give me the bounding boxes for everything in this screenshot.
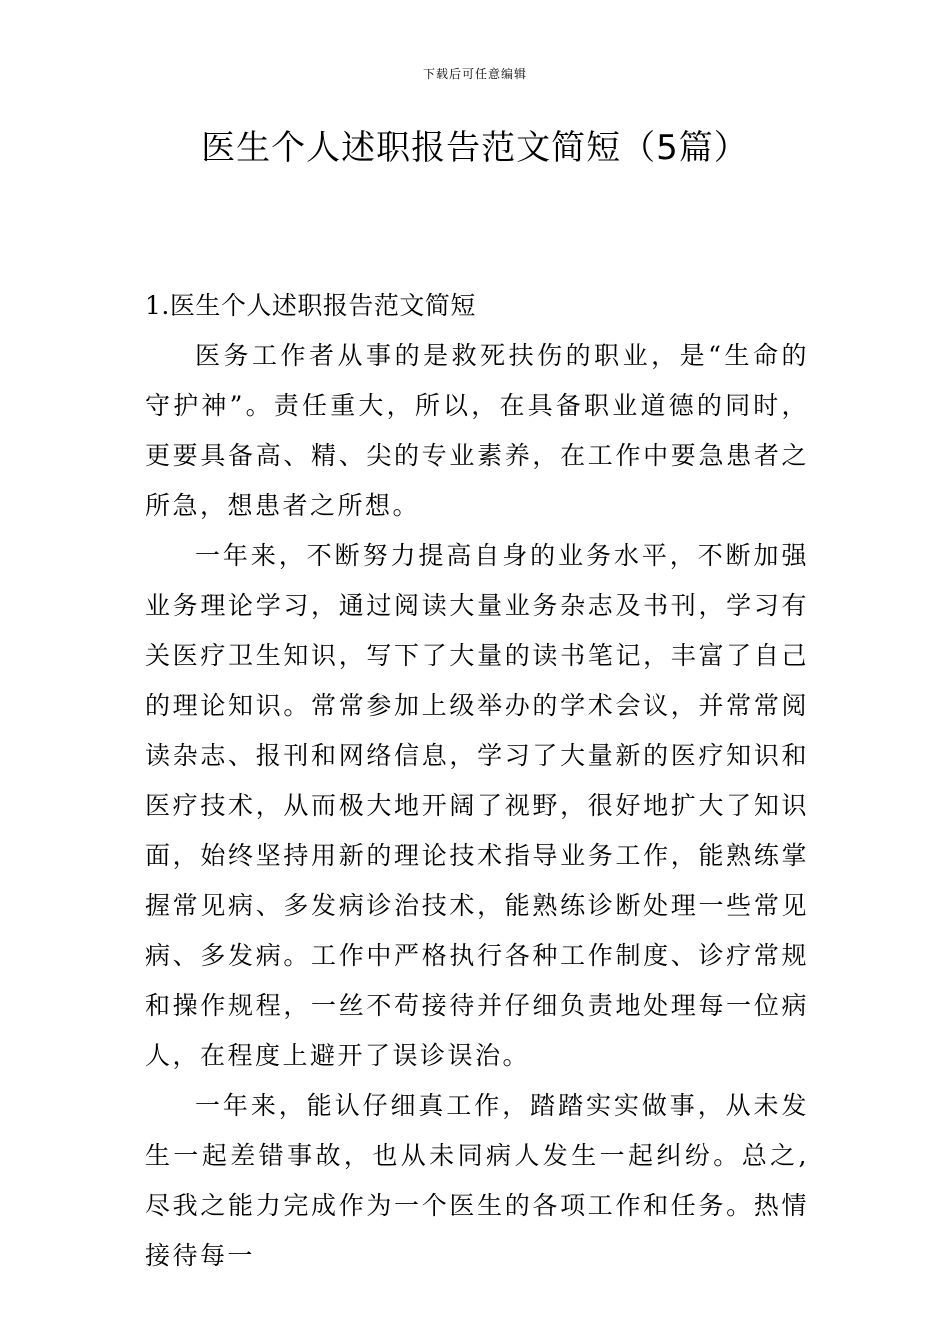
header-note: 下载后可任意编辑: [422, 67, 527, 81]
document-body: [145, 281, 809, 1281]
section-heading: 1.医生个人述职报告范文简短: [145, 291, 476, 320]
paragraph: 医务工作者从事的是救死扶伤的职业，是“生命的守护神”。责任重大，所以，在具备职业道德的同时，更要具备高、精、尖的专业素养，在工作中要急患者之所急，想患者之所想。: [145, 341, 809, 520]
paragraph: 一年来，能认仔细真工作，踏踏实实做事，从未发生一起差错事故，也从未同病人发生一起纠纷。总之,尽我之能力完成作为一个医生的各项工作和任务。热情接待每一: [145, 1091, 809, 1270]
paragraph: 一年来，不断努力提高自身的业务水平，不断加强业务理论学习，通过阅读大量业务杂志及书刊，学习有关医疗卫生知识，写下了大量的读书笔记，丰富了自己的理论知识。常常参加上级举办的学术会议，并常常阅读杂志、报刊和网络信息，学习了大量新的医疗知识和医疗技术，从而极大地开阔了视野，很好地扩大了知识面，始终坚持用新的理论技术指导业务工作，能熟练掌握常见病、多发病诊治技术，能熟练诊断处理一些常见病、多发病。工作中严格执行各种工作制度、诊疗常规和操作规程，一丝不苟接待并仔细负责地处理每一位病人，在程度上避开了误诊误治。: [145, 541, 809, 1070]
document-title: 医生个人述职报告范文简短（5篇）: [201, 128, 749, 168]
